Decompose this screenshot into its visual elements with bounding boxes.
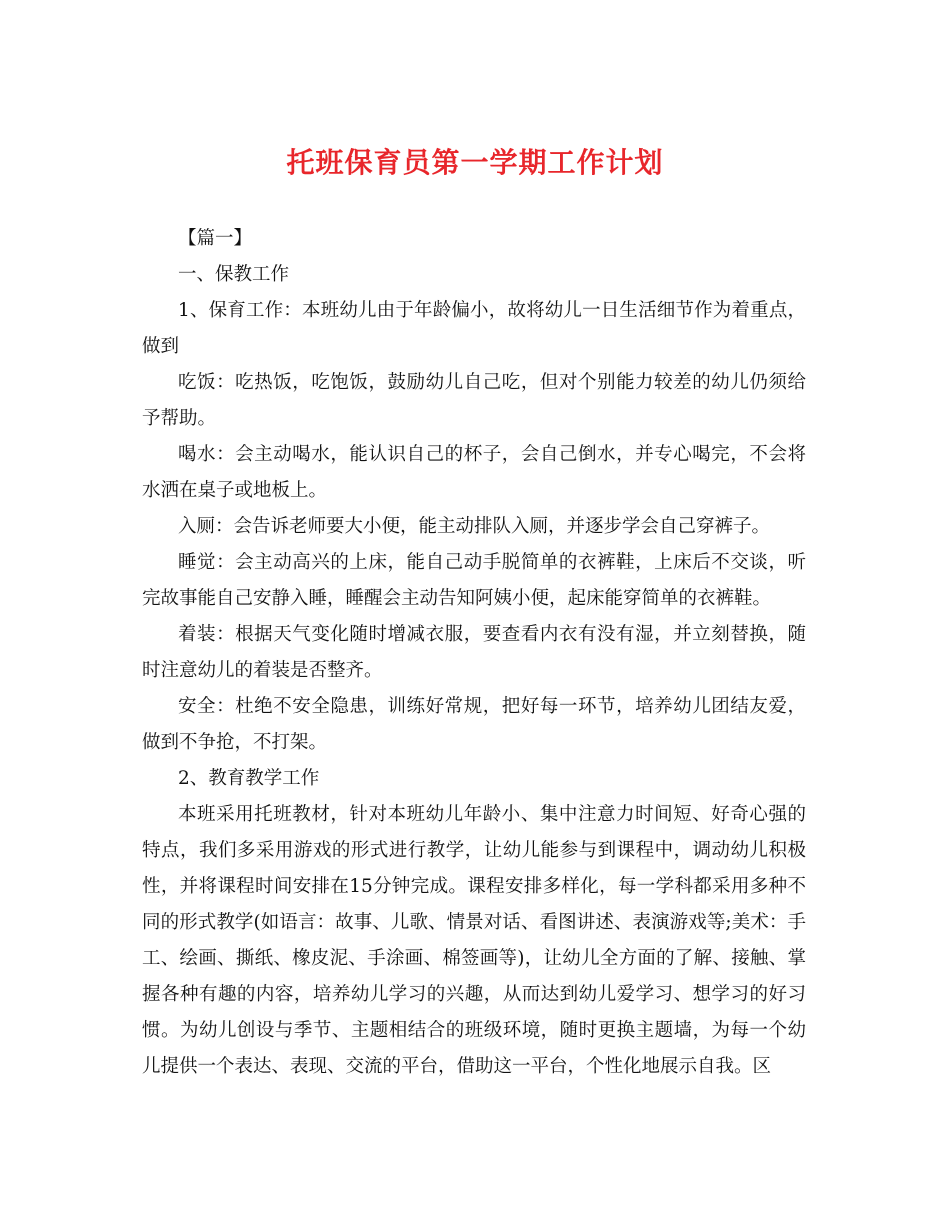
paragraph-sleeping: 睡觉：会主动高兴的上床，能自己动手脱简单的衣裤鞋，上床后不交谈，听完故事能自己安静入睡，睡醒会主动告知阿姨小便，起床能穿简单的衣裤鞋。 xyxy=(142,552,806,609)
document-title: 托班保育员第一学期工作计划 xyxy=(286,146,664,179)
paragraph-toileting: 入厕：会告诉老师要大小便，能主动排队入厕，并逐步学会自己穿裤子。 xyxy=(178,516,771,537)
paragraph-care-work: 1、保育工作：本班幼儿由于年龄偏小，故将幼儿一日生活细节作为着重点，做到 xyxy=(142,300,806,357)
document-body xyxy=(142,221,806,1085)
paragraph-section-label: 【篇一】 xyxy=(178,228,253,249)
paragraph-teaching-details: 本班采用托班教材，针对本班幼儿年龄小、集中注意力时间短、好奇心强的特点，我们多采用游戏的形式进行教学，让幼儿能参与到课程中，调动幼儿积极性，并将课程时间安排在15分钟完成。课程安排多样化，每一学科都采用多种不同的形式教学(如语言：故事、儿歌、情景对话、看图讲述、表演游戏等;美术：手工、绘画、撕纸、橡皮泥、手涂画、棉签画等)，让幼儿全方面的了解、接触、掌握各种有趣的内容，培养幼儿学习的兴趣，从而达到幼儿爱学习、想学习的好习惯。为幼儿创设与季节、主题相结合的班级环境，随时更换主题墙，为每一个幼儿提供一个表达、表现、交流的平台，借助这一平台，个性化地展示自我。区 xyxy=(142,804,806,1077)
paragraph-heading-care-education: 一、保教工作 xyxy=(178,264,290,285)
paragraph-safety: 安全：杜绝不安全隐患，训练好常规，把好每一环节，培养幼儿团结友爱，做到不争抢，不打架。 xyxy=(142,696,806,753)
paragraph-eating: 吃饭：吃热饭，吃饱饭，鼓励幼儿自己吃，但对个别能力较差的幼儿仍须给予帮助。 xyxy=(142,372,806,429)
paragraph-dressing: 着装：根据天气变化随时增减衣服，要查看内衣有没有湿，并立刻替换，随时注意幼儿的着装是否整齐。 xyxy=(142,624,806,681)
paragraph-heading-teaching: 2、教育教学工作 xyxy=(178,768,320,789)
paragraph-drinking: 喝水：会主动喝水，能认识自己的杯子，会自己倒水，并专心喝完，不会将水洒在桌子或地板上。 xyxy=(142,444,806,501)
